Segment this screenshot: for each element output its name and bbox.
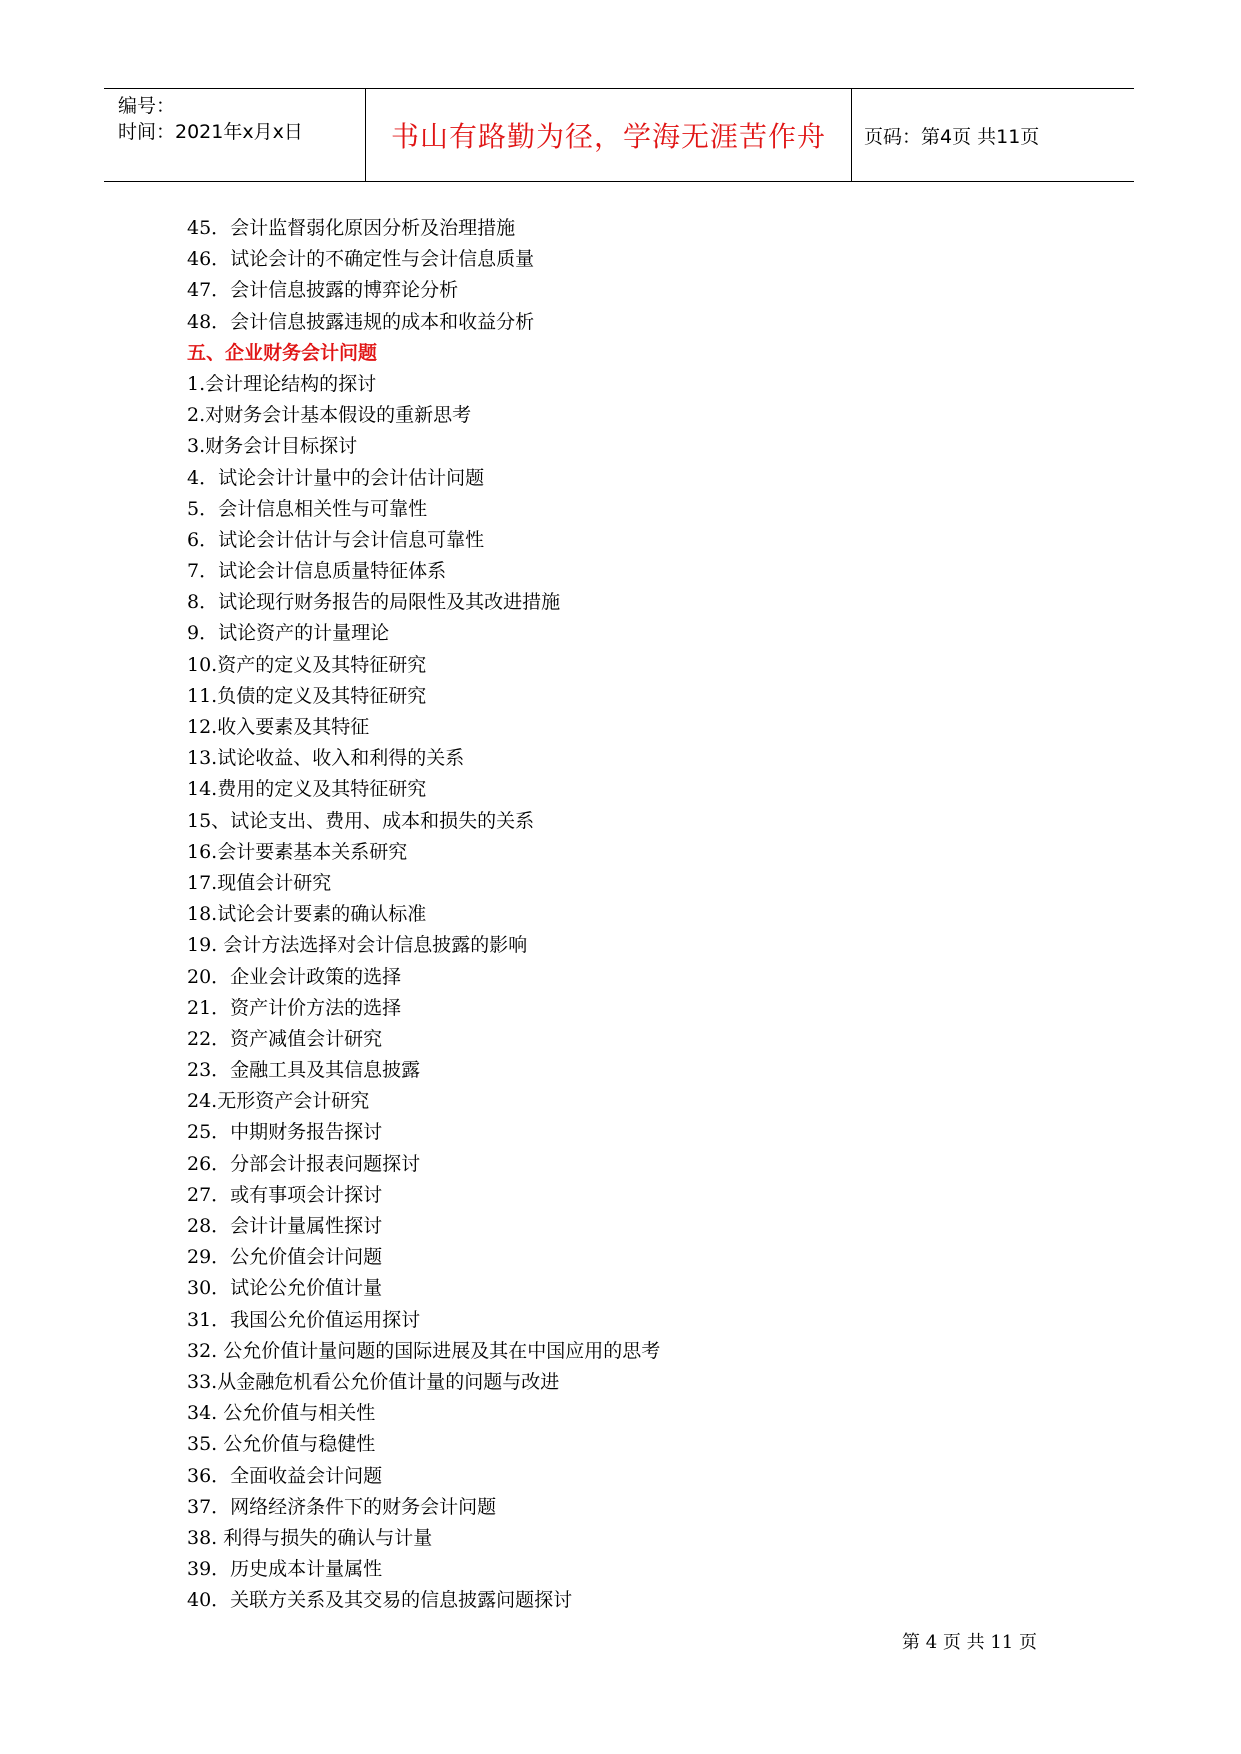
list-item: 28．会计计量属性探讨 xyxy=(187,1215,383,1237)
list-item: 7．试论会计信息质量特征体系 xyxy=(187,560,447,583)
list-item: 22．资产减值会计研究 xyxy=(187,1027,383,1050)
list-item: 25．中期财务报告探讨 xyxy=(187,1121,383,1144)
list-item: 10.资产的定义及其特征研究 xyxy=(187,653,427,676)
list-item: 31．我国公允价值运用探讨 xyxy=(187,1308,421,1331)
list-item: 23．金融工具及其信息披露 xyxy=(187,1059,421,1082)
list-item: 29．公允价值会计问题 xyxy=(187,1246,383,1269)
list-item: 45．会计监督弱化原因分析及治理措施 xyxy=(187,217,516,239)
list-item: 2.对财务会计基本假设的重新思考 xyxy=(187,404,472,427)
list-item: 8．试论现行财务报告的局限性及其改进措施 xyxy=(187,591,561,614)
list-item: 30．试论公允价值计量 xyxy=(187,1277,383,1300)
list-item: 14.费用的定义及其特征研究 xyxy=(187,778,427,801)
header-motto-cell xyxy=(366,89,852,181)
list-item: 27．或有事项会计探讨 xyxy=(187,1183,383,1206)
list-item: 35. 公允价值与稳健性 xyxy=(187,1433,376,1456)
list-item: 40．关联方关系及其交易的信息披露问题探讨 xyxy=(187,1589,573,1612)
list-item: 11.负债的定义及其特征研究 xyxy=(187,684,427,707)
list-item: 3.财务会计目标探讨 xyxy=(187,435,358,458)
list-item: 48．会计信息披露违规的成本和收益分析 xyxy=(187,310,535,333)
list-item: 26．分部会计报表问题探讨 xyxy=(187,1152,421,1175)
list-item: 34. 公允价值与相关性 xyxy=(187,1402,376,1425)
header-page-label: 页码：第4页 共11页 xyxy=(864,125,1040,148)
list-item: 21．资产计价方法的选择 xyxy=(187,996,402,1019)
topic-list xyxy=(187,213,1087,1616)
document-number-label: 编号： xyxy=(118,95,176,117)
list-item: 6．试论会计估计与会计信息可靠性 xyxy=(187,528,485,551)
section-heading: 五、企业财务会计问题 xyxy=(187,341,378,364)
list-item: 18.试论会计要素的确认标准 xyxy=(187,903,427,926)
list-item: 9．试论资产的计量理论 xyxy=(187,622,390,645)
list-item: 24.无形资产会计研究 xyxy=(187,1090,370,1113)
list-item: 36．全面收益会计问题 xyxy=(187,1464,383,1487)
header-motto: 书山有路勤为径，学海无涯苦作舟 xyxy=(390,120,826,153)
list-item: 33.从金融危机看公允价值计量的问题与改进 xyxy=(187,1370,560,1393)
document-time-label: 时间：2021年x月x日 xyxy=(118,121,303,143)
page-header xyxy=(104,88,1134,182)
list-item: 13.试论收益、收入和利得的关系 xyxy=(187,747,465,770)
list-item: 39．历史成本计量属性 xyxy=(187,1558,383,1581)
list-item: 37．网络经济条件下的财务会计问题 xyxy=(187,1495,497,1518)
page-footer: 第 4 页 共 11 页 xyxy=(902,1632,1037,1653)
list-item: 16.会计要素基本关系研究 xyxy=(187,840,408,863)
list-item: 15、试论支出、费用、成本和损失的关系 xyxy=(187,809,535,832)
header-info-cell xyxy=(104,89,366,181)
list-item: 1.会计理论结构的探讨 xyxy=(187,372,377,395)
list-item: 32. 公允价值计量问题的国际进展及其在中国应用的思考 xyxy=(187,1339,661,1362)
list-item: 12.收入要素及其特征 xyxy=(187,716,370,738)
list-item: 47．会计信息披露的博弈论分析 xyxy=(187,279,459,302)
list-item: 17.现值会计研究 xyxy=(187,871,332,894)
list-item: 19. 会计方法选择对会计信息披露的影响 xyxy=(187,934,528,957)
list-item: 46．试论会计的不确定性与会计信息质量 xyxy=(187,248,535,271)
list-item: 20．企业会计政策的选择 xyxy=(187,965,402,988)
list-item: 38. 利得与损失的确认与计量 xyxy=(187,1526,433,1549)
header-page-cell xyxy=(852,89,1134,181)
list-item: 5．会计信息相关性与可靠性 xyxy=(187,497,428,520)
list-item: 4．试论会计计量中的会计估计问题 xyxy=(187,466,485,489)
